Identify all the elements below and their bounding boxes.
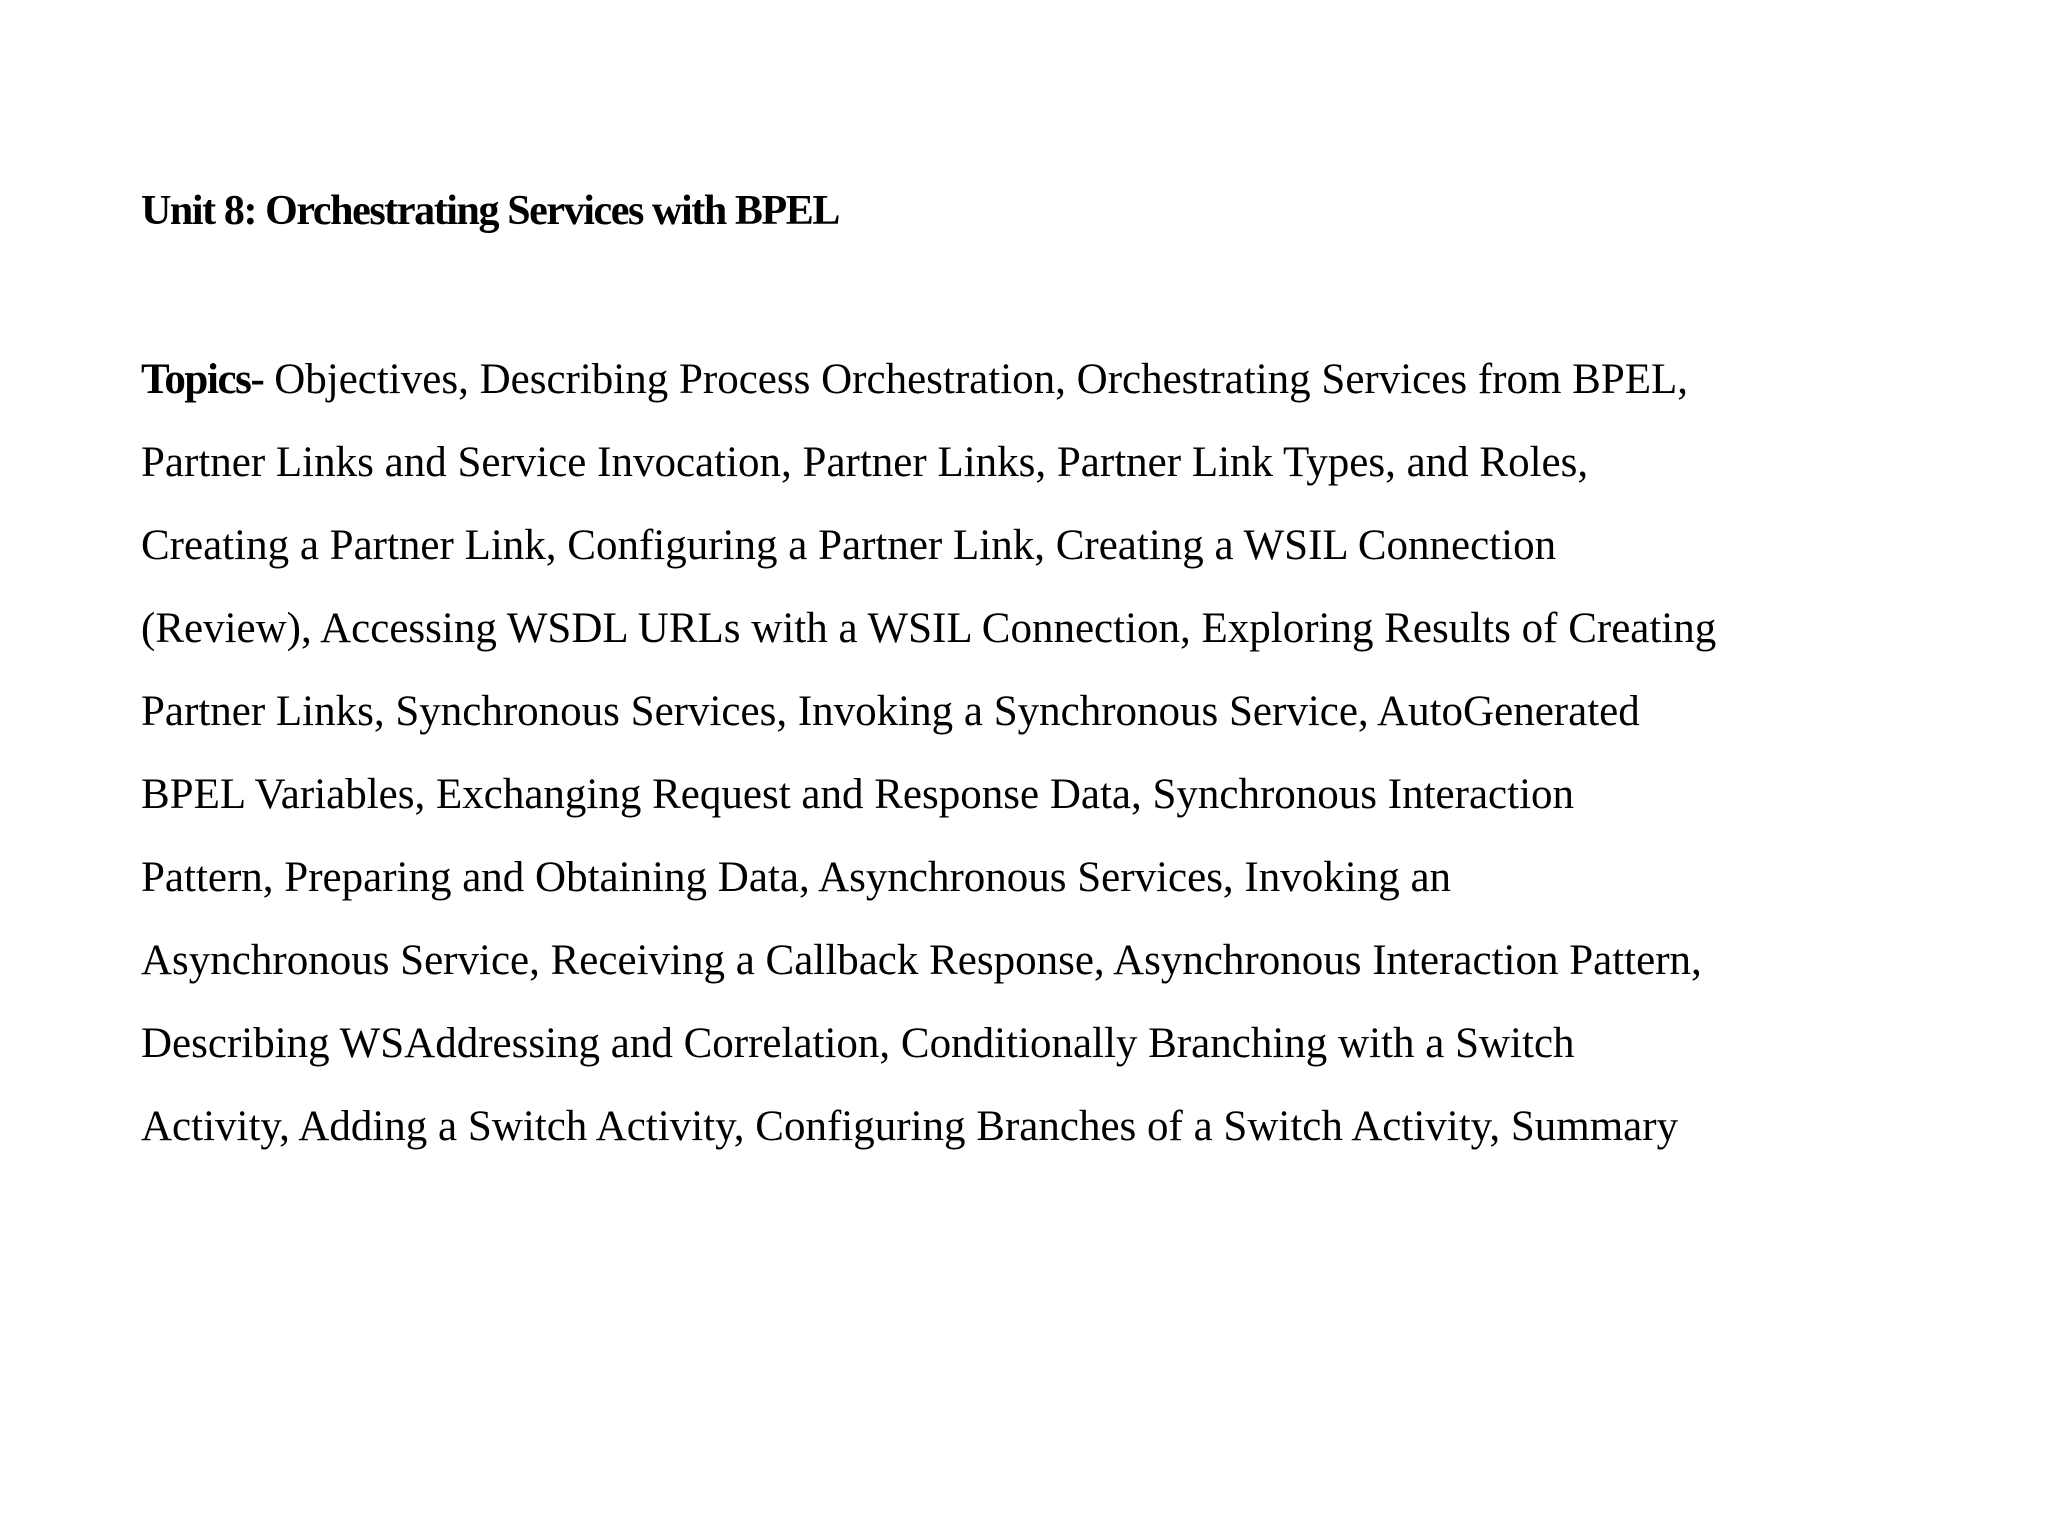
topic-line-6: BPEL Variables, Exchanging Request and Response Data, Synchronous Interaction xyxy=(141,771,1575,818)
topic-line-2: Partner Links and Service Invocation, Partner Links, Partner Link Types, and Roles, xyxy=(141,439,1589,486)
unit-heading: Unit 8: Orchestrating Services with BPEL xyxy=(141,188,839,234)
topics-label: Topics- xyxy=(141,356,264,403)
topic-line-4: (Review), Accessing WSDL URLs with a WSIL Connection, Exploring Results of Creating xyxy=(141,605,1717,652)
topic-line-1-text: Objectives, Describing Process Orchestration, Orchestrating Services from BPEL, xyxy=(263,356,1689,403)
document-content xyxy=(141,185,1941,1150)
topic-line-3: Creating a Partner Link, Configuring a Partner Link, Creating a WSIL Connection xyxy=(141,522,1557,569)
topic-line-8: Asynchronous Service, Receiving a Callback Response, Asynchronous Interaction Pattern, xyxy=(141,937,1702,984)
topic-line-5: Partner Links, Synchronous Services, Invoking a Synchronous Service, AutoGenerated xyxy=(141,688,1640,735)
topics-paragraph xyxy=(141,353,1941,1183)
topic-line-10: Activity, Adding a Switch Activity, Configuring Branches of a Switch Activity, Summary xyxy=(141,1103,1679,1150)
topic-line-1 xyxy=(141,353,1941,436)
topic-line-7: Pattern, Preparing and Obtaining Data, Asynchronous Services, Invoking an xyxy=(141,854,1452,901)
topic-line-9: Describing WSAddressing and Correlation, Conditionally Branching with a Switch xyxy=(141,1020,1575,1067)
